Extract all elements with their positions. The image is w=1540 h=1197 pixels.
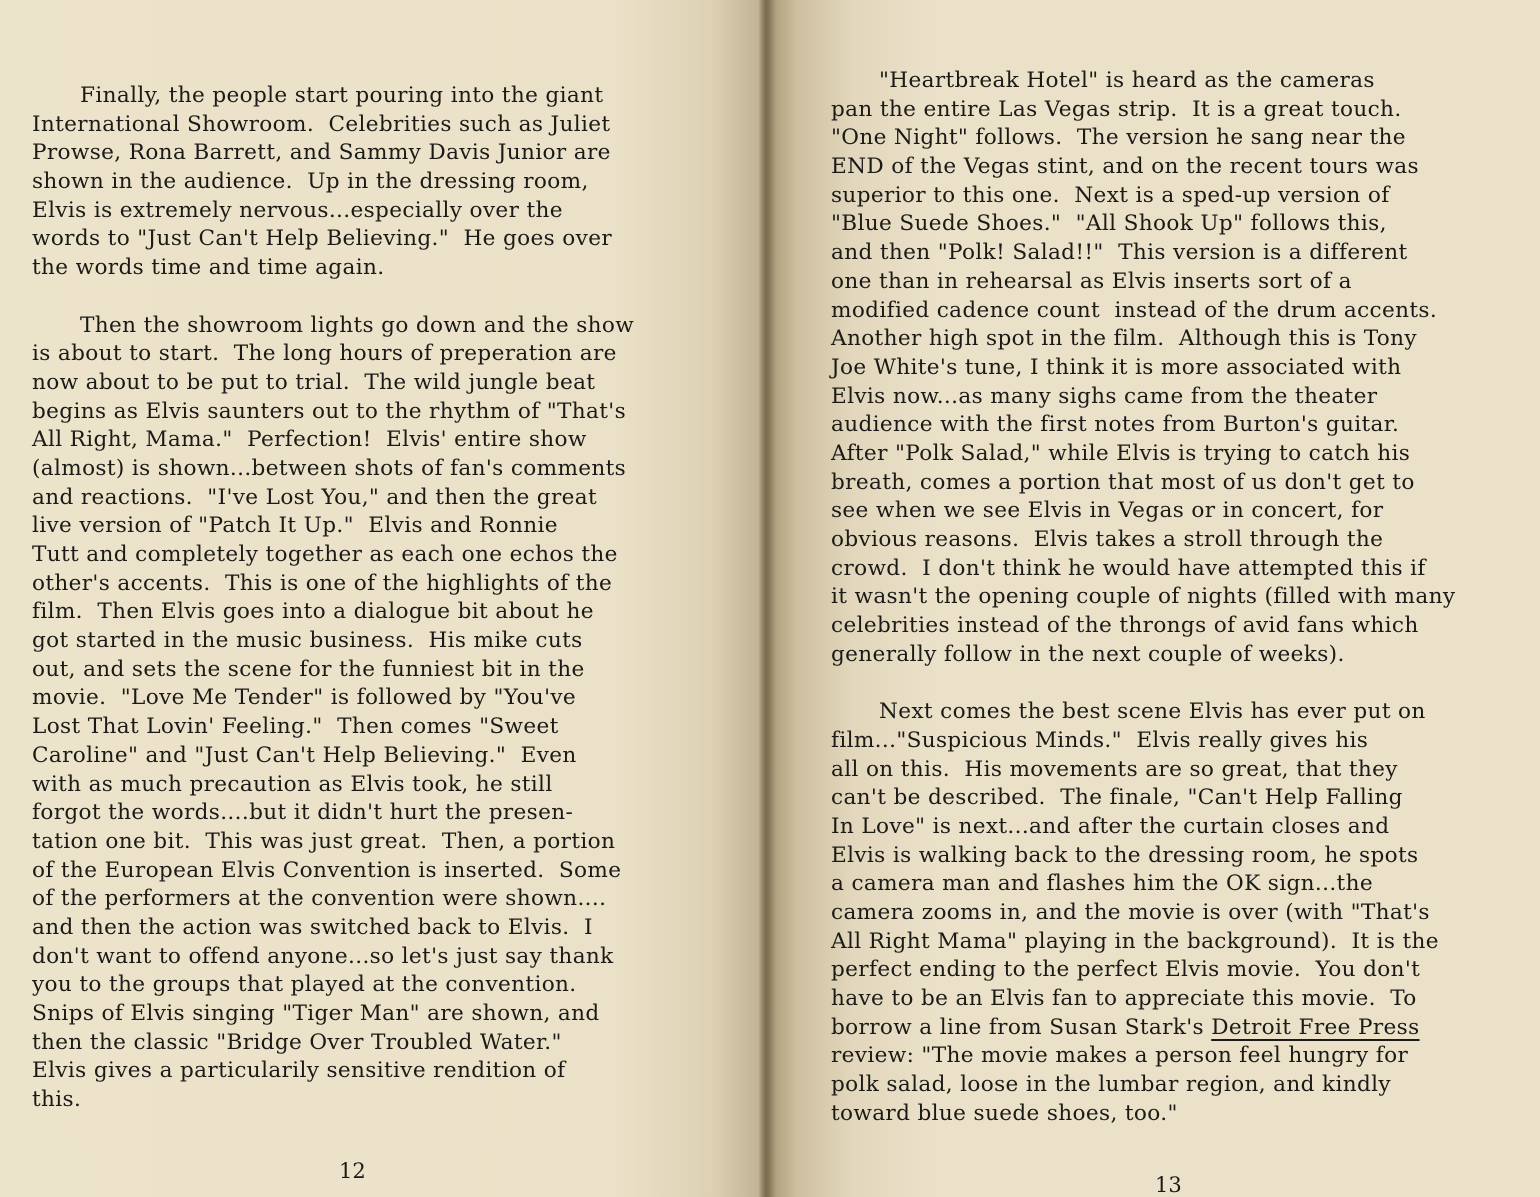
text-line: one than in rehearsal as Elvis inserts sort of a (831, 268, 1352, 294)
text-line: celebrities instead of the throngs of avid fans which (831, 613, 1419, 639)
text-line: with as much precaution as Elvis took, he still (32, 771, 553, 797)
text-line: END of the Vegas stint, and on the recent tours was (831, 154, 1419, 180)
text-line: Prowse, Rona Barrett, and Sammy Davis Junior are (32, 140, 611, 166)
text-line: the words time and time again. (32, 255, 385, 281)
text-line: and then the action was switched back to Elvis. I (32, 914, 593, 940)
text-line: generally follow in the next couple of weeks). (831, 641, 1345, 667)
text-line: this. (32, 1087, 82, 1113)
text-line (831, 1014, 1531, 1043)
text-line: of the performers at the convention were shown.... (32, 886, 607, 912)
text-line: you to the groups that played at the convention. (32, 972, 577, 998)
text-line: have to be an Elvis fan to appreciate this movie. To (831, 986, 1417, 1011)
text-line: review: "The movie makes a person feel hungry for (831, 1043, 1409, 1069)
text-line: (almost) is shown...between shots of fan's comments (32, 455, 627, 481)
text-line: and then "Polk! Salad!!" This version is a different (831, 240, 1408, 266)
publication-title: Detroit Free Press (1211, 1014, 1420, 1040)
text-line: After "Polk Salad," while Elvis is trying to catch his (831, 440, 1411, 466)
text-line: Joe White's tune, I think it is more associated with (831, 354, 1402, 380)
text-line: Next comes the best scene Elvis has ever put on (879, 699, 1426, 725)
text-line: Then the showroom lights go down and the show (80, 312, 635, 338)
text-line: All Right, Mama." Perfection! Elvis' entire show (32, 427, 587, 453)
right-page-body (831, 67, 1531, 1128)
text-line: see when we see Elvis in Vegas or in concert, for (831, 498, 1384, 524)
text-line: got started in the music business. His mike cuts (32, 628, 583, 654)
text-line: Finally, the people start pouring into the giant (80, 83, 604, 108)
text-line: out, and sets the scene for the funniest bit in the (32, 656, 585, 682)
page-number: 12 (339, 1159, 366, 1183)
left-page-body (32, 82, 732, 1115)
text-line: polk salad, loose in the lumbar region, and kindly (831, 1072, 1391, 1098)
text-line: can't be described. The finale, "Can't Help Falling (831, 785, 1403, 811)
text-line: Caroline" and "Just Can't Help Believing." Even (32, 742, 577, 768)
text-line: Snips of Elvis singing "Tiger Man" are shown, and (32, 1001, 600, 1026)
text-line: begins as Elvis saunters out to the rhythm of "That's (32, 398, 627, 424)
text-line-prefix: borrow a line from Susan Stark's (831, 1014, 1212, 1040)
text-line: breath, comes a portion that most of us don't get to (831, 469, 1415, 495)
text-line: In Love" is next...and after the curtain closes and (831, 813, 1390, 839)
text-line: is about to start. The long hours of preperation are (32, 341, 617, 367)
text-line: crowd. I don't think he would have attempted this if (831, 555, 1426, 581)
text-line: Elvis now...as many sighs came from the theater (831, 383, 1378, 409)
text-line: movie. "Love Me Tender" is followed by "You've (32, 685, 577, 711)
text-line: live version of "Patch It Up." Elvis and Ronnie (32, 513, 558, 539)
text-line: it wasn't the opening couple of nights (filled with many (831, 584, 1456, 610)
text-line: All Right Mama" playing in the background). It is the (831, 928, 1439, 954)
text-line: film. Then Elvis goes into a dialogue bit about he (32, 599, 594, 625)
text-line: forgot the words....but it didn't hurt the presen- (32, 800, 574, 826)
text-line: film..."Suspicious Minds." Elvis really gives his (831, 727, 1369, 753)
text-line: audience with the first notes from Burton's guitar. (831, 412, 1400, 438)
text-line: modified cadence count instead of the drum accents. (831, 297, 1438, 323)
text-line: Tutt and completely together as each one echos the (32, 542, 618, 567)
left-page (0, 0, 766, 1197)
text-line: "Heartbreak Hotel" is heard as the cameras (879, 68, 1375, 93)
text-line: camera zooms in, and the movie is over (with "That's (831, 899, 1430, 925)
text-line: now about to be put to trial. The wild jungle beat (32, 369, 596, 395)
text-line: Elvis is extremely nervous...especially over the (32, 197, 563, 223)
text-line: toward blue suede shoes, too." (831, 1100, 1178, 1126)
text-line: of the European Elvis Convention is inserted. Some (32, 857, 622, 883)
text-line: perfect ending to the perfect Elvis movie. You don't (831, 957, 1421, 983)
text-line: Lost That Lovin' Feeling." Then comes "Sweet (32, 714, 559, 740)
paragraph (831, 698, 1531, 1128)
page-number: 13 (1155, 1173, 1182, 1197)
text-line: International Showroom. Celebrities such as Juliet (32, 111, 611, 137)
text-line: superior to this one. Next is a sped-up version of (831, 182, 1390, 208)
text-line: other's accents. This is one of the highlights of the (32, 570, 613, 596)
text-line: obvious reasons. Elvis takes a stroll through the (831, 527, 1384, 552)
paragraph (32, 82, 732, 283)
paragraph (831, 67, 1531, 669)
paragraph (32, 312, 732, 1115)
text-line: all on this. His movements are so great, that they (831, 756, 1398, 782)
text-line: "One Night" follows. The version he sang near the (831, 125, 1406, 151)
text-line: shown in the audience. Up in the dressing room, (32, 169, 589, 195)
text-line: Elvis is walking back to the dressing room, he spots (831, 842, 1419, 868)
text-line: tation one bit. This was just great. Then, a portion (32, 828, 616, 854)
text-line: don't want to offend anyone...so let's just say thank (32, 943, 614, 969)
text-line: words to "Just Can't Help Believing." He goes over (32, 226, 612, 252)
text-line: and reactions. "I've Lost You," and then the great (32, 484, 598, 510)
text-line: Elvis gives a particularily sensitive rendition of (32, 1058, 566, 1084)
text-line: pan the entire Las Vegas strip. It is a great touch. (831, 96, 1402, 122)
text-line: then the classic "Bridge Over Troubled Water." (32, 1029, 562, 1055)
book-gutter (758, 0, 776, 1197)
text-line: Another high spot in the film. Although this is Tony (831, 326, 1417, 352)
text-line: "Blue Suede Shoes." "All Shook Up" follows this, (831, 211, 1387, 237)
right-page (766, 0, 1540, 1197)
text-line: a camera man and flashes him the OK sign...the (831, 871, 1373, 897)
